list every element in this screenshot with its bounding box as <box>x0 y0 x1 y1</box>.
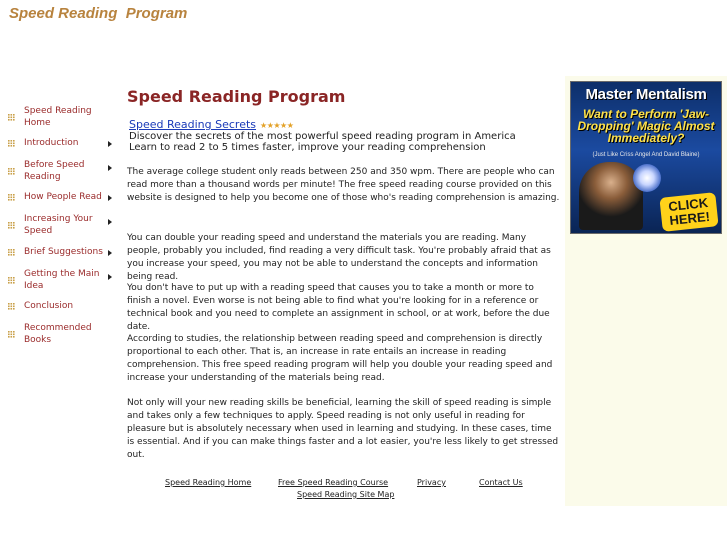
arrow-right-icon <box>108 250 112 256</box>
ad-line-1: Discover the secrets of the most powerful speed reading program in America <box>129 131 516 142</box>
grid-icon <box>8 331 15 338</box>
sponsored-ad <box>129 119 516 153</box>
paragraph: The average college student only reads between 250 and 350 wpm. There are people who can read more than a thousand words per minute! The free speed reading course provided on this website is designed to help you become one of those who's reading comprehension is amazing. <box>127 167 560 204</box>
sidebar-label-line: Speed Reading <box>24 106 92 116</box>
ad-title: Master Mentalism <box>585 86 707 103</box>
arrow-right-icon <box>108 165 112 171</box>
grid-icon <box>8 303 15 310</box>
sidebar-item-introduction[interactable] <box>6 138 116 150</box>
sidebar-label-line: Speed <box>24 225 53 236</box>
sidebar-label-line: Recommended <box>24 323 92 333</box>
grid-icon <box>8 277 15 284</box>
footer-link-contact[interactable]: Contact Us <box>479 478 523 487</box>
grid-icon <box>8 222 15 229</box>
sidebar-item-how-people-read[interactable] <box>6 192 116 204</box>
ad-subline: (Just Like Criss Angel And David Blaine) <box>592 152 700 158</box>
grid-icon <box>8 140 15 147</box>
arrow-right-icon <box>108 219 112 225</box>
sidebar-label-line: Books <box>24 334 52 345</box>
sidebar-label-line: Home <box>24 117 51 128</box>
paragraph: You don't have to put up with a reading speed that causes you to take a month or more to finish a novel. Even worse is not being able to find what you're looking for in a reference or technical book and you need to complete an assignment in school, or at work, before the due date. <box>127 283 550 333</box>
sidebar-label-line: Before Speed <box>24 160 85 170</box>
grid-icon <box>8 168 15 175</box>
paragraph: Not only will your new reading skills be beneficial, learning the skill of speed reading is simple and takes only a few techniques to apply. Speed reading is not only useful in reading for pleasure but is absolutely necessary when used in learning and studying. In these cases, time is essential. And if you can make things faster and a lot easier, you're less likely to get stressed out. <box>127 398 559 461</box>
footer-link-privacy[interactable]: Privacy <box>417 478 446 487</box>
grid-icon <box>8 249 15 256</box>
sidebar-item-increasing-your-speed[interactable] <box>6 214 116 237</box>
arrow-right-icon <box>108 141 112 147</box>
ad-headline: Want to Perform 'Jaw-Dropping' Magic Almost Immediately? <box>577 107 715 145</box>
sidebar-label-line: Getting the Main <box>24 269 100 279</box>
footer-link-free-course[interactable]: Free Speed Reading Course <box>278 478 389 487</box>
master-mentalism-ad[interactable] <box>570 81 722 234</box>
arrow-right-icon <box>108 195 112 201</box>
site-title: Speed Reading Program <box>9 5 188 22</box>
stars-icon: ★★★★★ <box>260 121 294 130</box>
sidebar-item-label <box>24 214 93 237</box>
sidebar-label-line: Conclusion <box>24 301 74 311</box>
grid-icon <box>8 194 15 201</box>
ad-line-2: Learn to read 2 to 5 times faster, improve your reading comprehension <box>129 142 486 153</box>
sidebar-item-conclusion[interactable] <box>6 301 116 313</box>
sidebar-label-line: Brief Suggestions <box>24 247 103 257</box>
sidebar-label-line: Introduction <box>24 138 79 148</box>
footer-link-home[interactable]: Speed Reading Home <box>165 478 252 487</box>
sidebar-item-before-speed-reading[interactable] <box>6 160 116 183</box>
sidebar-item-recommended-books[interactable] <box>6 323 116 346</box>
crystal-ball-image <box>633 164 661 192</box>
sidebar-item-label <box>24 160 85 183</box>
sidebar-item-label <box>24 138 79 150</box>
sidebar-item-label <box>24 323 92 346</box>
sidebar-label-line: Reading <box>24 171 61 182</box>
sidebar-label-line: Idea <box>24 280 44 291</box>
sidebar-item-label <box>24 269 99 292</box>
sidebar-item-label <box>24 301 73 313</box>
sidebar-label-line: How People Read <box>24 192 102 202</box>
speed-reading-secrets-link[interactable]: Speed Reading Secrets <box>129 118 257 131</box>
sidebar-item-brief-suggestions[interactable] <box>6 247 116 259</box>
sidebar-item-home[interactable] <box>6 106 116 129</box>
paragraph: You can double your reading speed and understand the materials you are reading. Many people, probably you included, find reading a very difficult task. You're probably afraid that as you increase your speed, you may not be able to understand the concepts and information being read. <box>127 233 551 283</box>
footer-link-site-map[interactable]: Speed Reading Site Map <box>297 490 395 499</box>
paragraph: According to studies, the relationship between reading speed and comprehension is directly proportional to each other. That is, an increase in rate entails an increase in reading comprehension. This free speed reading program will help you double your reading speed and increase your understanding of the materials being read. <box>127 334 553 384</box>
page-title: Speed Reading Program <box>127 87 346 106</box>
sidebar-item-getting-the-main-idea[interactable] <box>6 269 116 292</box>
sidebar-item-label <box>24 192 102 204</box>
ad-click-here-button[interactable]: CLICK HERE! <box>659 192 718 232</box>
sidebar-item-label <box>24 247 103 259</box>
sidebar-item-label <box>24 106 92 129</box>
arrow-right-icon <box>108 274 112 280</box>
sidebar-label-line: Increasing Your <box>24 214 93 224</box>
grid-icon <box>8 114 15 121</box>
